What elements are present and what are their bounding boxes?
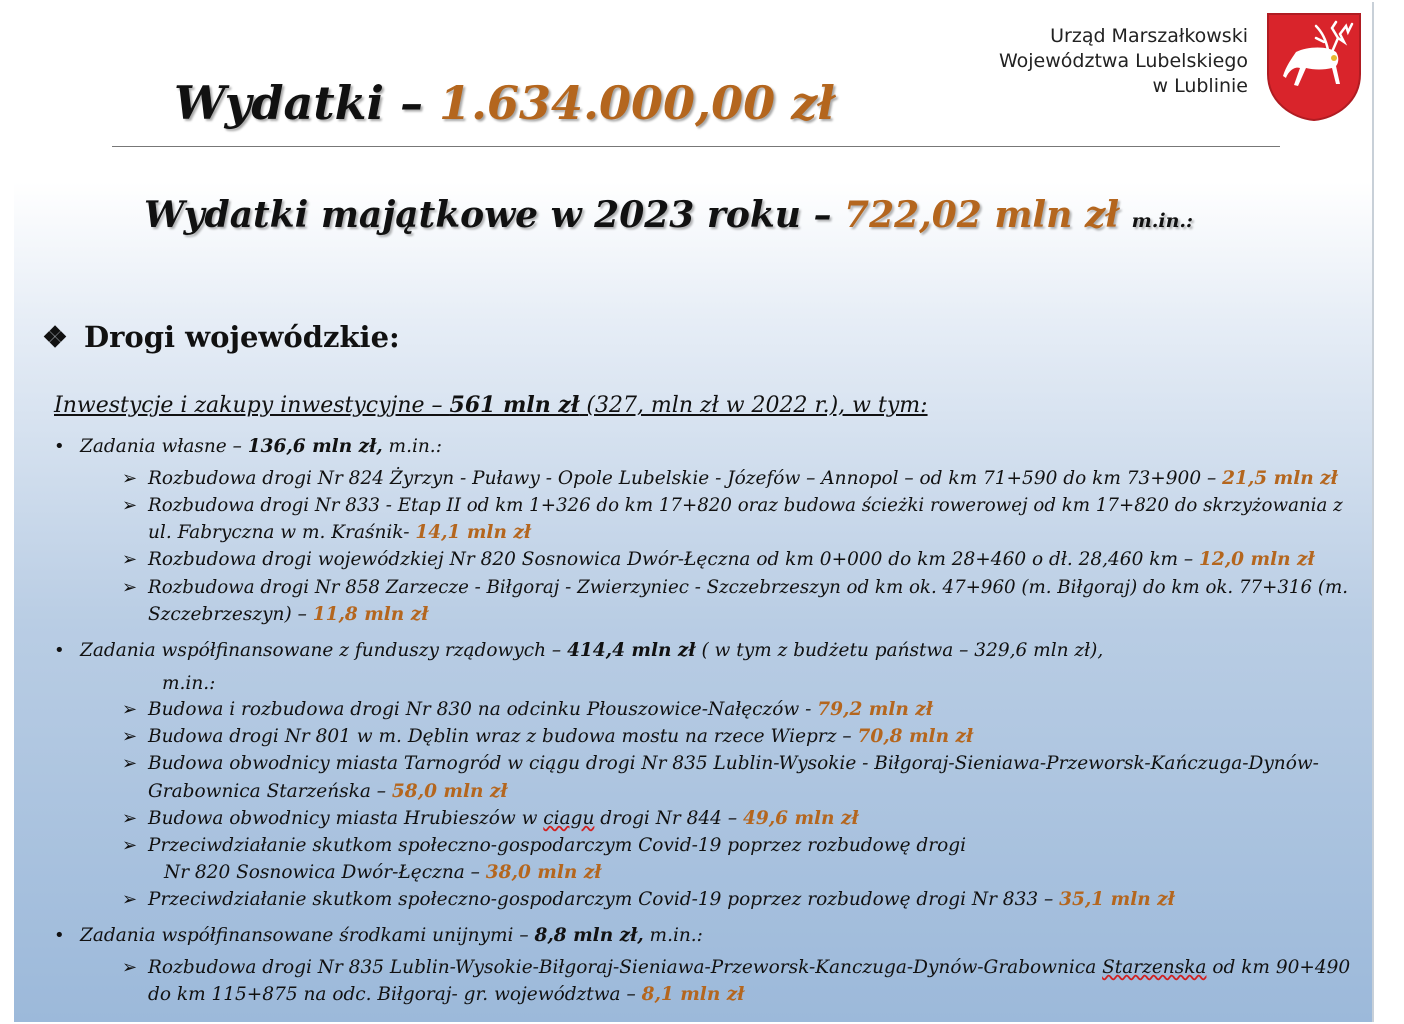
org-line-3: w Lublinie [1152, 75, 1248, 97]
intro-line [54, 392, 928, 418]
subtitle [144, 194, 1193, 236]
arrow-bullet-icon: ➢ [122, 549, 138, 570]
section-heading [42, 320, 400, 354]
arrow-bullet-icon: ➢ [122, 468, 138, 489]
list-item [148, 889, 1175, 910]
group-suffix-line: m.in.: [162, 673, 216, 694]
arrow-bullet-icon: ➢ [122, 808, 138, 829]
list-item [148, 699, 933, 720]
arrow-bullet-icon: ➢ [122, 577, 138, 598]
subtitle-amount: 722,02 mln zł [844, 194, 1120, 236]
item-text: Szczebrzeszyn) – [148, 604, 313, 625]
item-amount: 21,5 mln zł [1222, 468, 1338, 489]
arrow-bullet-icon: ➢ [122, 699, 138, 720]
group-heading [80, 925, 703, 946]
page-title [174, 76, 835, 130]
arrow-bullet-icon: ➢ [122, 835, 138, 856]
arrow-bullet-icon: ➢ [122, 957, 138, 978]
group-suffix: ( w tym z budżetu państwa – 329,6 mln zł), [695, 640, 1104, 661]
diamond-bullet-icon: ❖ [42, 320, 68, 354]
list-item-continuation [148, 984, 744, 1005]
item-amount: 70,8 mln zł [857, 726, 974, 747]
item-text: Przeciwdziałanie skutkom społeczno-gospodarczym Covid-19 poprzez rozbudowę drogi Nr 833 – [148, 889, 1060, 910]
list-item: Rozbudowa drogi Nr 858 Zarzecze - Biłgoraj - Zwierzyniec - Szczebrzeszyn od km ok. 47+960 (m. Biłgoraj) do km ok. 77+316 (m. [148, 577, 1348, 598]
item-amount: 35,1 mln zł [1059, 889, 1175, 910]
item-text: Budowa i rozbudowa drogi Nr 830 na odcinku Płouszowice-Nałęczów - [148, 699, 818, 720]
deer-crest-icon [1266, 12, 1362, 122]
intro-rest: (327, mln zł w 2022 r.), w tym: [579, 393, 928, 418]
org-line-2: Województwa Lubelskiego [998, 50, 1248, 72]
title-prefix: Wydatki – [174, 76, 439, 130]
arrow-bullet-icon: ➢ [122, 495, 138, 516]
group-text: Zadania własne – [80, 436, 248, 457]
item-text: ul. Fabryczna w m. Kraśnik- [148, 522, 416, 543]
group-suffix: m.in.: [643, 925, 703, 946]
group-amount: 136,6 mln zł, [247, 436, 383, 457]
item-amount: 8,1 mln zł [641, 984, 745, 1005]
list-item-continuation [164, 862, 601, 883]
item-amount: 12,0 mln zł [1199, 549, 1315, 570]
list-item [148, 468, 1338, 489]
group-text: Zadania współfinansowane z funduszy rządowych – [80, 640, 568, 661]
item-amount: 11,8 mln zł [312, 604, 429, 625]
intro-text: Inwestycje i zakupy inwestycyjne – [54, 393, 450, 418]
item-text: drogi Nr 844 – [594, 808, 743, 829]
arrow-bullet-icon: ➢ [122, 889, 138, 910]
group-amount: 414,4 mln zł [567, 640, 696, 661]
section-title: Drogi wojewódzkie: [84, 320, 400, 354]
intro-amount: 561 mln zł [449, 392, 580, 418]
item-text: Grabownica Starzeńska – [148, 781, 392, 802]
group-heading [80, 436, 442, 457]
item-text: Rozbudowa drogi Nr 824 Żyrzyn - Puławy - Opole Lubelskie - Józefów – Annopol – od km 71+590 do km 73+900 – [148, 468, 1223, 489]
arrow-bullet-icon: ➢ [122, 753, 138, 774]
item-amount: 79,2 mln zł [817, 699, 933, 720]
title-amount: 1.634.000,00 zł [438, 76, 835, 130]
item-text: od km 90+490 [1206, 957, 1351, 978]
subtitle-text: Wydatki majątkowe w 2023 roku – [144, 194, 845, 236]
bullet-dot-icon: • [54, 925, 65, 946]
list-item [148, 808, 859, 829]
list-item: Rozbudowa drogi Nr 833 - Etap II od km 1+326 do km 17+820 oraz budowa ścieżki rowerowej od km 17+820 do skrzyżowania z [148, 495, 1343, 516]
item-text: Rozbudowa drogi Nr 835 Lublin-Wysokie-Biłgoraj-Sieniawa-Przeworsk-Kanczuga-Dynów-Grabownica [148, 957, 1103, 978]
subtitle-suffix: m.in.: [1131, 210, 1194, 232]
list-item: Budowa obwodnicy miasta Tarnogród w ciągu drogi Nr 835 Lublin-Wysokie - Biłgoraj-Sieniawa-Przeworsk-Kańczuga-Dynów- [148, 753, 1319, 774]
slide [14, 2, 1374, 1022]
item-amount: 49,6 mln zł [742, 808, 859, 829]
group-text: Zadania współfinansowane środkami unijnymi – [80, 925, 535, 946]
bullet-dot-icon: • [54, 436, 65, 457]
title-divider [112, 146, 1280, 147]
item-text: Nr 820 Sosnowica Dwór-Łęczna – [164, 862, 486, 883]
item-text: Rozbudowa drogi wojewódzkiej Nr 820 Sosnowica Dwór-Łęczna od km 0+000 do km 28+460 o dł. 28,460 km – [148, 549, 1199, 570]
bullet-dot-icon: • [54, 640, 65, 661]
list-item [148, 549, 1315, 570]
list-item [148, 957, 1350, 978]
list-item [148, 726, 973, 747]
item-text: Budowa drogi Nr 801 w m. Dęblin wraz z budowa mostu na rzece Wieprz – [148, 726, 858, 747]
item-amount: 14,1 mln zł [415, 522, 531, 543]
item-amount: 58,0 mln zł [391, 781, 508, 802]
org-line-1: Urząd Marszałkowski [1050, 25, 1248, 47]
group-amount: 8,8 mln zł, [534, 925, 644, 946]
arrow-bullet-icon: ➢ [122, 726, 138, 747]
item-text: do km 115+875 na odc. Biłgoraj- gr. województwa – [148, 984, 642, 1005]
item-text: Budowa obwodnicy miasta Hrubieszów w [148, 808, 544, 829]
item-amount: 38,0 mln zł [485, 862, 602, 883]
organization-name [999, 24, 1248, 99]
group-heading [80, 640, 1103, 661]
list-item-continuation [148, 522, 531, 543]
spellcheck-word: ciagu [543, 808, 595, 829]
list-item-continuation [148, 604, 428, 625]
list-item: Przeciwdziałanie skutkom społeczno-gospodarczym Covid-19 poprzez rozbudowę drogi [148, 835, 967, 856]
list-item-continuation [148, 781, 508, 802]
group-suffix: m.in.: [382, 436, 442, 457]
spellcheck-word: Starzenska [1102, 957, 1207, 978]
